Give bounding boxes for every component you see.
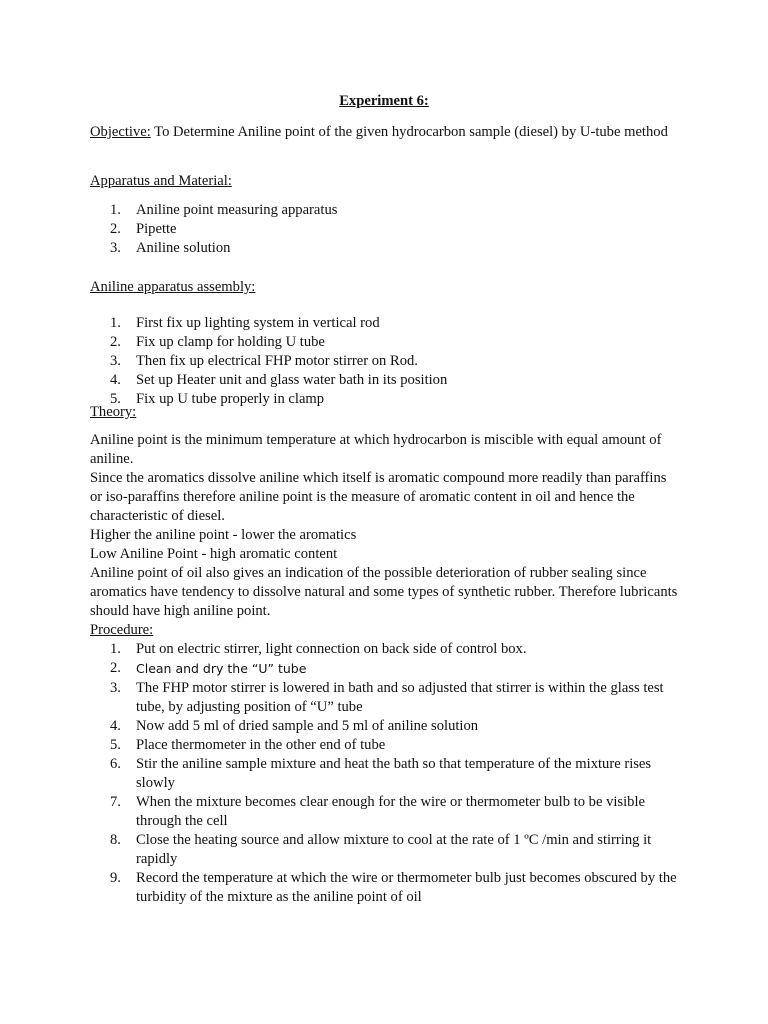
procedure-list xyxy=(90,640,680,907)
theory-heading-text: Theory: xyxy=(90,404,137,420)
procedure-heading xyxy=(90,621,680,640)
theory-paragraph: Aniline point of oil also gives an indication of the possible deterioration of rubber sealing since aromatics have tendency to dissolve natural and some types of synthetic rubber. Therefore lubricants should have high aniline point. xyxy=(90,565,678,619)
list-item-text: Then fix up electrical FHP motor stirrer on Rod. xyxy=(136,353,418,369)
list-item-text: Put on electric stirrer, light connection on back side of control box. xyxy=(136,641,527,657)
assembly-heading xyxy=(90,278,680,297)
theory-heading xyxy=(90,403,680,422)
list-item-text: Now add 5 ml of dried sample and 5 ml of aniline solution xyxy=(136,718,479,734)
list-item-text: The FHP motor stirrer is lowered in bath and so adjusted that stirrer is within the glass test tube, by adjusting position of “U” tube xyxy=(136,680,664,715)
list-item: 1. Aniline point measuring apparatus xyxy=(110,202,338,218)
list-item-text: Aniline point measuring apparatus xyxy=(136,202,338,218)
list-item: 2. Fix up clamp for holding U tube xyxy=(110,334,325,350)
list-item-text: Stir the aniline sample mixture and heat the bath so that temperature of the mixture rises slowly xyxy=(136,756,652,791)
list-item: 6. Stir the aniline sample mixture and heat the bath so that temperature of the mixture rises slowly xyxy=(110,756,652,791)
list-item: 5. Place thermometer in the other end of tube xyxy=(110,737,386,753)
list-item: 2. Pipette xyxy=(110,221,177,237)
apparatus-heading-text: Apparatus and Material: xyxy=(90,173,232,189)
list-item-text: First fix up lighting system in vertical rod xyxy=(136,315,380,331)
list-item: 9. Record the temperature at which the wire or thermometer bulb just becomes obscured by the turbidity of the mixture as the aniline point of oil xyxy=(110,870,677,905)
list-item: 7. When the mixture becomes clear enough for the wire or thermometer bulb to be visible through the cell xyxy=(110,794,645,829)
page-title: Experiment 6: xyxy=(339,93,429,109)
list-item-text: Fix up clamp for holding U tube xyxy=(136,334,325,350)
objective-paragraph xyxy=(90,123,680,142)
list-item: 3. Aniline solution xyxy=(110,240,231,256)
list-item-text: When the mixture becomes clear enough for the wire or thermometer bulb to be visible through the cell xyxy=(136,794,645,829)
list-item-text: Fix up U tube properly in clamp xyxy=(136,391,325,407)
list-item: 3. Then fix up electrical FHP motor stirrer on Rod. xyxy=(110,353,418,369)
objective-text: To Determine Aniline point of the given hydrocarbon sample (diesel) by U-tube method xyxy=(150,124,668,140)
list-item: 5. Fix up U tube properly in clamp xyxy=(110,391,325,407)
list-item: 4. Set up Heater unit and glass water bath in its position xyxy=(110,372,448,388)
objective-label: Objective: xyxy=(90,124,151,140)
list-item: 1. Put on electric stirrer, light connection on back side of control box. xyxy=(110,641,527,657)
apparatus-heading xyxy=(90,172,680,191)
list-item: 2. Clean and dry the “U” tube xyxy=(110,660,307,676)
list-item: 8. Close the heating source and allow mixture to cool at the rate of 1 ºC /min and stirring it rapidly xyxy=(110,832,652,867)
theory-paragraph: Higher the aniline point - lower the aromatics xyxy=(90,527,357,543)
list-item: 4. Now add 5 ml of dried sample and 5 ml of aniline solution xyxy=(110,718,479,734)
procedure-heading-text: Procedure: xyxy=(90,622,154,638)
list-item-text: Close the heating source and allow mixture to cool at the rate of 1 ºC /min and stirring it rapidly xyxy=(136,832,652,867)
theory-paragraph: Low Aniline Point - high aromatic content xyxy=(90,546,338,562)
theory-body xyxy=(90,431,680,621)
list-item-text: Aniline solution xyxy=(136,240,231,256)
assembly-heading-text: Aniline apparatus assembly: xyxy=(90,279,256,295)
list-item-text: Record the temperature at which the wire or thermometer bulb just becomes obscured by the turbidity of the mixture as the aniline point of oil xyxy=(136,870,677,905)
list-item-text: Clean and dry the “U” tube xyxy=(136,661,307,676)
apparatus-list xyxy=(90,201,680,258)
list-item: 3. The FHP motor stirrer is lowered in bath and so adjusted that stirrer is within the glass test tube, by adjusting position of “U” tube xyxy=(110,680,664,715)
list-item: 1. First fix up lighting system in vertical rod xyxy=(110,315,380,331)
list-item-text: Pipette xyxy=(136,221,177,237)
theory-paragraph: Aniline point is the minimum temperature at which hydrocarbon is miscible with equal amount of aniline. xyxy=(90,432,662,467)
assembly-list xyxy=(90,314,680,409)
list-item-text: Set up Heater unit and glass water bath in its position xyxy=(136,372,448,388)
theory-paragraph: Since the aromatics dissolve aniline which itself is aromatic compound more readily than paraffins or iso-paraffins therefore aniline point is the measure of aromatic content in oil and hence the characteristic of diesel. xyxy=(90,470,667,524)
list-item-text: Place thermometer in the other end of tube xyxy=(136,737,386,753)
